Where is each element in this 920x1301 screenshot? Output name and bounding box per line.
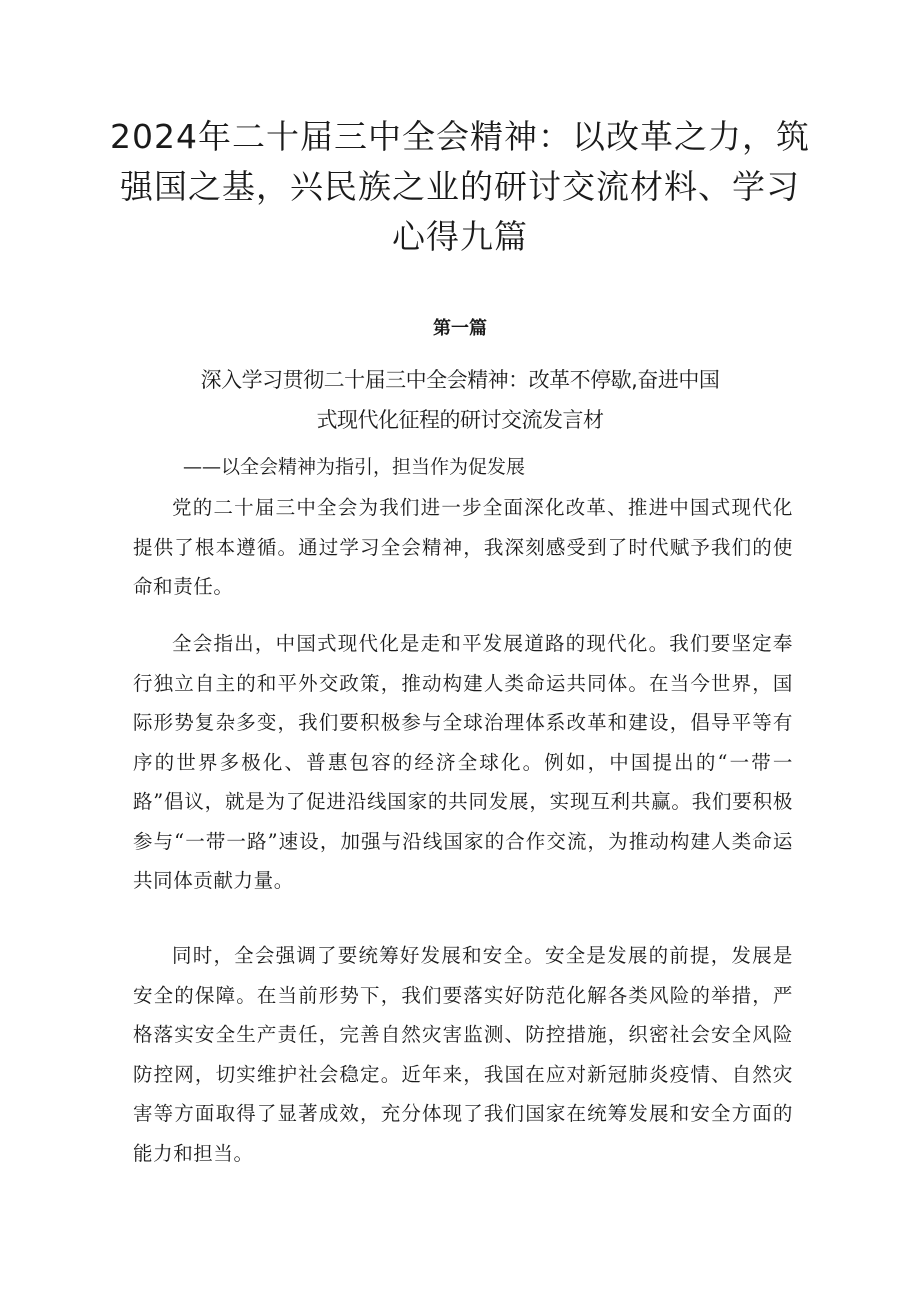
section-label: 第一篇 <box>433 318 487 339</box>
article-tagline: ——以全会精神为指引，担当作为促发展 <box>183 456 526 478</box>
document-title: 2024年二十届三中全会精神：以改革之力，筑强国之基，兴民族之业的研讨交流材料、学习心得九篇 <box>110 117 810 256</box>
body-paragraph-1: 党的二十届三中全会为我们进一步全面深化改革、推进中国式现代化提供了根本遵循。通过学习全会精神，我深刻感受到了时代赋予我们的使命和责任。 <box>133 496 793 598</box>
article-subtitle <box>150 360 770 440</box>
body-paragraph-2: 全会指出，中国式现代化是走和平发展道路的现代化。我们要坚定奉行独立自主的和平外交政策，推动构建人类命运共同体。在当今世界，国际形势复杂多变，我们要积极参与全球治理体系改革和建设，倡导平等有序的世界多极化、普惠包容的经济全球化。例如，中国提出的“一带一路”倡议，就是为了促进沿线国家的共同发展，实现互利共赢。我们要积极参与“一带一路”速设，加强与沿线国家的合作交流，为推动构建人类命运共同体贡献力量。 <box>133 632 793 892</box>
article-subtitle-line-1: 深入学习贯彻二十届三中全会精神：改革不停歇,奋进中国 <box>200 368 720 392</box>
article-subtitle-line-2: 式现代化征程的研讨交流发言材 <box>316 408 604 432</box>
body-paragraph-3: 同时，全会强调了要统筹好发展和安全。安全是发展的前提，发展是安全的保障。在当前形势下，我们要落实好防范化解各类风险的举措，严格落实安全生产责任，完善自然灾害监测、防控措施，织密社会安全风险防控网，切实维护社会稳定。近年来，我国在应对新冠肺炎疫情、自然灾害等方面取得了显著成效，充分体现了我们国家在统筹发展和安全方面的能力和担当。 <box>133 944 793 1165</box>
